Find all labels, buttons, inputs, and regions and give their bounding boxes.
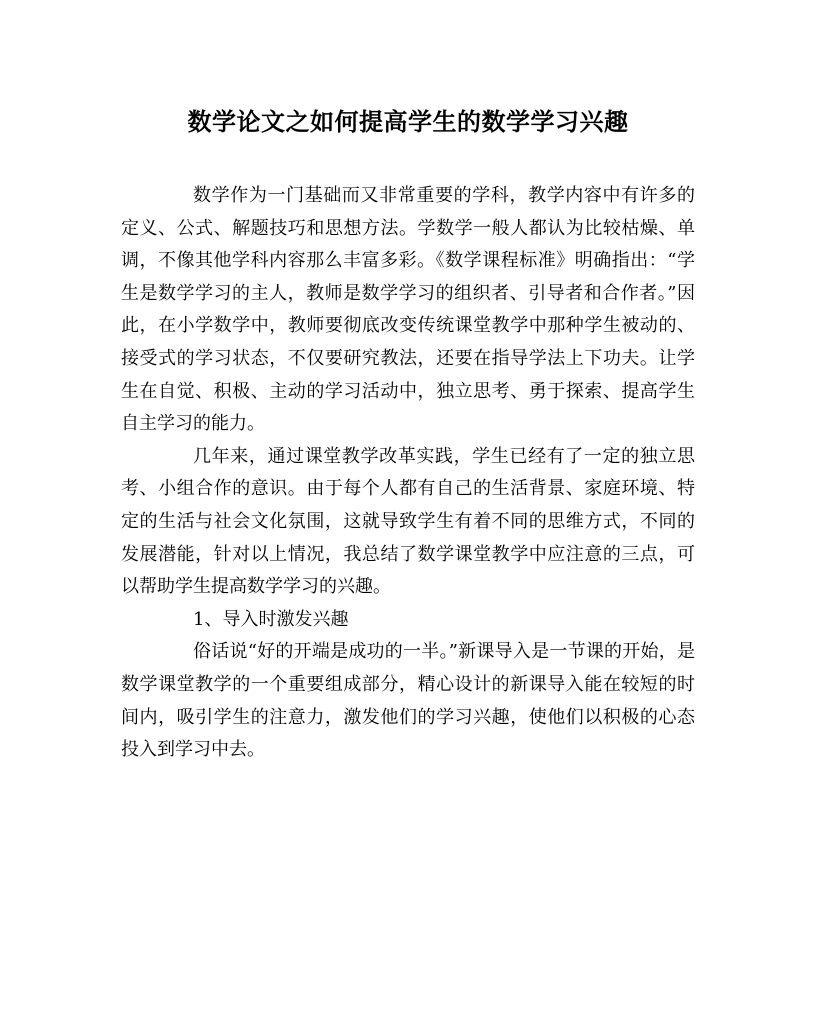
- document-title: 数学论文之如何提高学生的数学学习兴趣: [187, 107, 629, 136]
- section-heading-1: 1、导入时激发兴趣: [193, 608, 349, 630]
- paragraph-background: 几年来，通过课堂教学改革实践，学生已经有了一定的独立思考、小组合作的意识。由于每个人都有自己的生活背景、家庭环境、特定的生活与社会文化氛围，这就导致学生有着不同的思维方式，不同的发展潜能，针对以上情况，我总结了数学课堂教学中应注意的三点，可以帮助学生提高数学学习的兴趣。: [121, 445, 695, 598]
- document-body: [121, 180, 695, 767]
- section-1-paragraph: 俗话说“好的开端是成功的一半。”新课导入是一节课的开始，是数学课堂教学的一个重要组成部分，精心设计的新课导入能在较短的时间内，吸引学生的注意力，激发他们的学习兴趣，使他们以积极的心态投入到学习中去。: [121, 641, 695, 761]
- paragraph-intro: 数学作为一门基础而又非常重要的学科，教学内容中有许多的定义、公式、解题技巧和思想方法。学数学一般人都认为比较枯燥、单调，不像其他学科内容那么丰富多彩。《数学课程标准》明确指出：“学生是数学学习的主人，教师是数学学习的组织者、引导者和合作者。”因此，在小学数学中，教师要彻底改变传统课堂教学中那种学生被动的、接受式的学习状态，不仅要研究教法，还要在指导学法上下功夫。让学生在自觉、积极、主动的学习活动中，独立思考、勇于探索、提高学生自主学习的能力。: [121, 185, 695, 435]
